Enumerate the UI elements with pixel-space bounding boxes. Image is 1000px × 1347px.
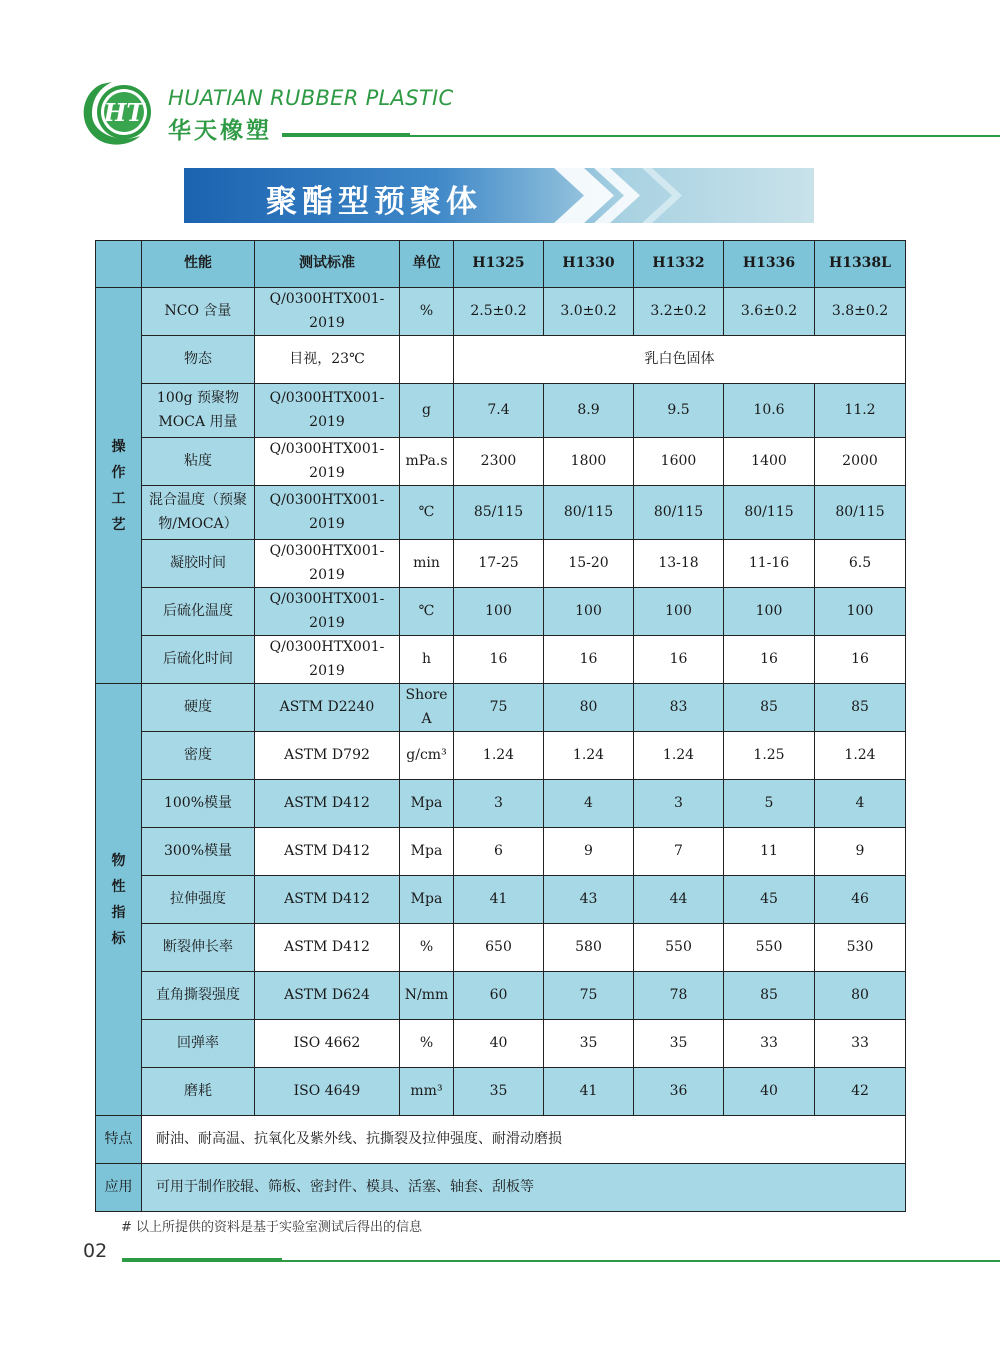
merged-value: 乳白色固体 — [454, 336, 906, 384]
column-header: H1330 — [544, 241, 634, 288]
spec-table — [95, 240, 906, 1212]
column-header: 单位 — [400, 241, 454, 288]
table-row: 100g 预聚物 MOCA 用量 Q/0300HTX001-2019 g 7.4 8.9 9.5 10.6 11.2 — [96, 384, 906, 438]
column-header: 测试标准 — [255, 241, 400, 288]
applications-row — [96, 1164, 906, 1212]
table-row: 操作工艺 NCO 含量 Q/0300HTX001-2019 % 2.5±0.2 3.0±0.2 3.2±0.2 3.6±0.2 3.8±0.2 — [96, 288, 906, 336]
svg-text:HT: HT — [103, 98, 145, 127]
table-row: 拉伸强度 ASTM D412 Mpa 41 43 44 45 46 — [96, 876, 906, 924]
chevron-arrows-icon — [544, 168, 824, 223]
title-banner — [184, 168, 814, 223]
table-row: 粘度 Q/0300HTX001-2019 mPa.s 2300 1800 1600 1400 2000 — [96, 438, 906, 486]
applications-label: 应用 — [96, 1164, 142, 1212]
table-row: 凝胶时间 Q/0300HTX001-2019 min 17-25 15-20 13-18 11-16 6.5 — [96, 540, 906, 588]
table-row: 磨耗 ISO 4649 mm³ 35 41 36 40 42 — [96, 1068, 906, 1116]
table-row: 直角撕裂强度 ASTM D624 N/mm 60 75 78 85 80 — [96, 972, 906, 1020]
table-header-row — [96, 241, 906, 288]
column-header: H1338L — [815, 241, 906, 288]
features-row — [96, 1116, 906, 1164]
column-header: 性能 — [142, 241, 255, 288]
table-row: 后硫化时间 Q/0300HTX001-2019 h 16 16 16 16 16 — [96, 636, 906, 684]
brand-name-english: HUATIAN RUBBER PLASTIC — [168, 86, 454, 110]
company-logo — [78, 78, 160, 148]
features-text: 耐油、耐高温、抗氧化及紫外线、抗撕裂及拉伸强度、耐滑动磨损 — [142, 1116, 906, 1164]
table-row: 100%模量 ASTM D412 Mpa 3 4 3 5 4 — [96, 780, 906, 828]
group-label-physical: 物性指标 — [96, 684, 142, 1116]
table-row: 物性指标 硬度 ASTM D2240 Shore A 75 80 83 85 85 — [96, 684, 906, 732]
header-divider — [282, 133, 410, 137]
footer-divider-thin — [282, 1260, 1000, 1262]
table-row: 300%模量 ASTM D412 Mpa 6 9 7 11 9 — [96, 828, 906, 876]
applications-text: 可用于制作胶辊、筛板、密封件、模具、活塞、轴套、刮板等 — [142, 1164, 906, 1212]
group-label-process: 操作工艺 — [96, 288, 142, 684]
footer-divider — [122, 1258, 282, 1262]
table-row: 混合温度（预聚物/MOCA） Q/0300HTX001-2019 ℃ 85/115 80/115 80/115 80/115 80/115 — [96, 486, 906, 540]
page-title: 聚酯型预聚体 — [266, 184, 482, 220]
table-row: 后硫化温度 Q/0300HTX001-2019 ℃ 100 100 100 100 100 — [96, 588, 906, 636]
page-number: 02 — [83, 1240, 108, 1262]
header-divider-thin — [410, 135, 1000, 137]
column-header: H1332 — [634, 241, 724, 288]
table-row: 回弹率 ISO 4662 % 40 35 35 33 33 — [96, 1020, 906, 1068]
column-header: H1336 — [724, 241, 815, 288]
features-label: 特点 — [96, 1116, 142, 1164]
brand-name-chinese: 华天橡塑 — [168, 118, 272, 144]
table-row: 物态 目视，23℃ 乳白色固体 — [96, 336, 906, 384]
table-row: 断裂伸长率 ASTM D412 % 650 580 550 550 530 — [96, 924, 906, 972]
header-corner — [96, 241, 142, 288]
column-header: H1325 — [454, 241, 544, 288]
table-row: 密度 ASTM D792 g/cm³ 1.24 1.24 1.24 1.25 1.24 — [96, 732, 906, 780]
footnote: # 以上所提供的资料是基于实验室测试后得出的信息 — [121, 1220, 423, 1235]
